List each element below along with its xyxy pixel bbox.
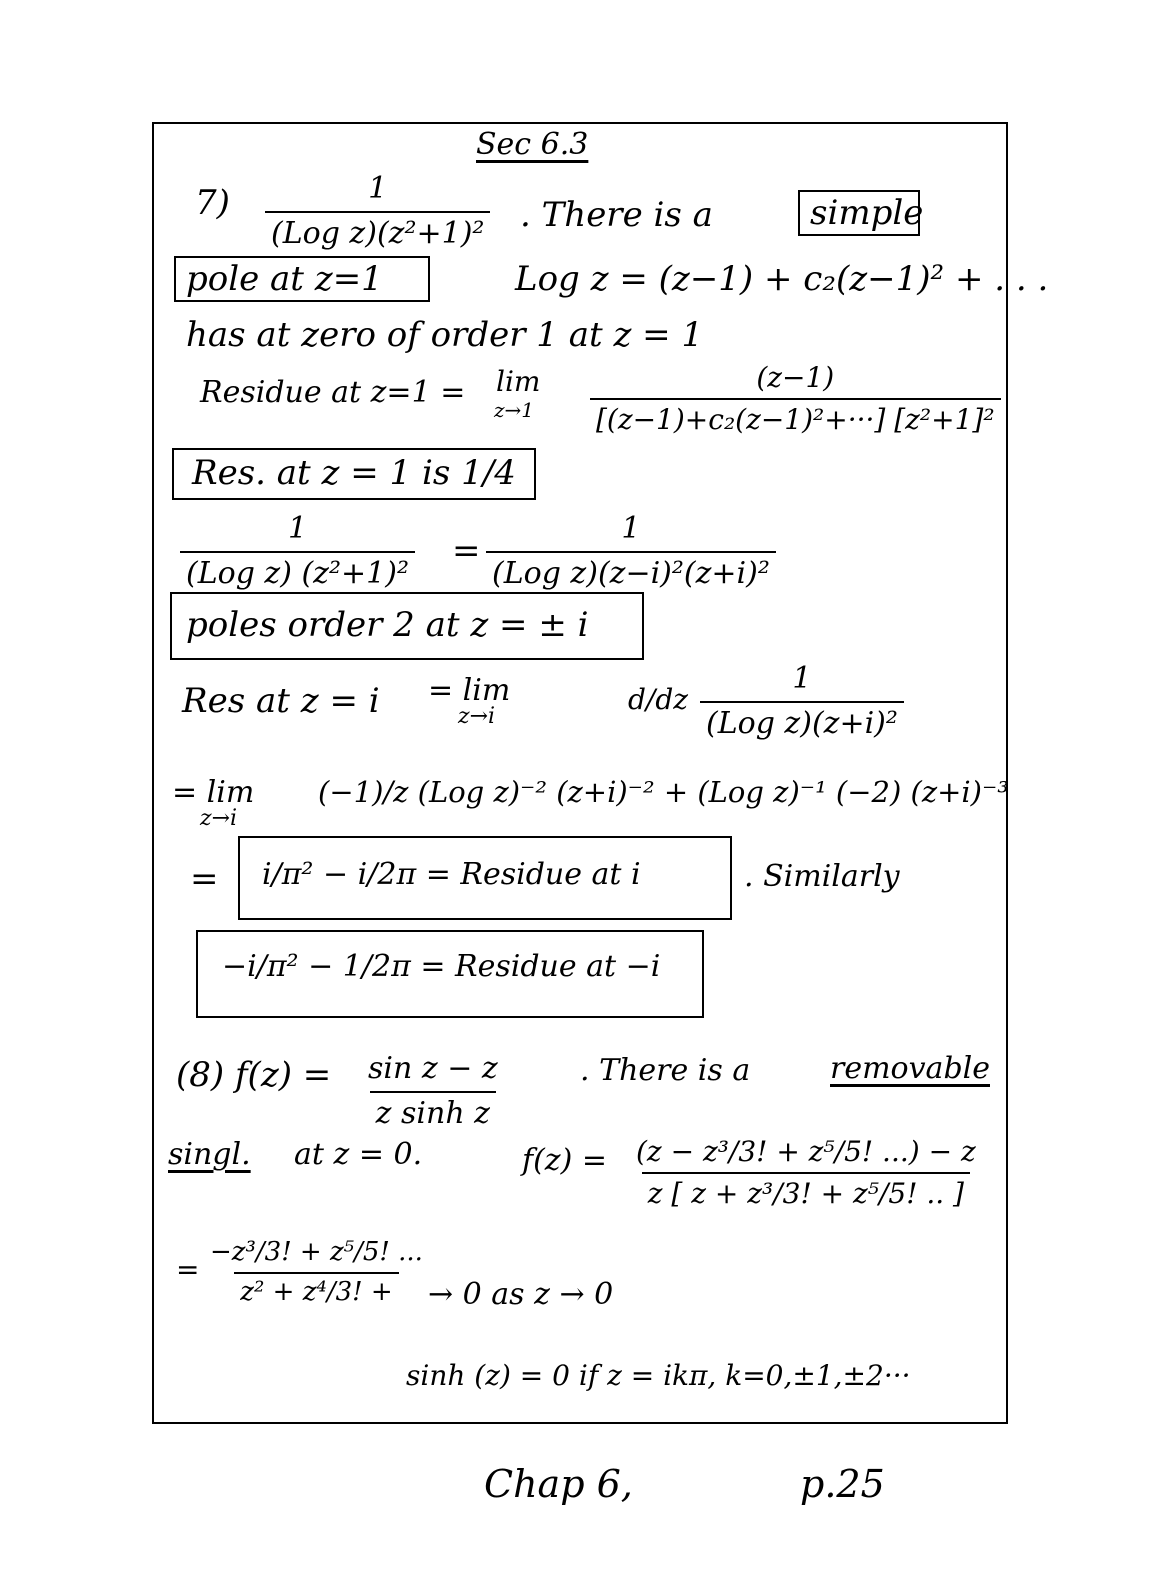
res-at-i-fraction: [700, 662, 904, 741]
f-fraction: [362, 1052, 504, 1131]
p7-expr-denominator: (Log z)(z²+1)²: [265, 211, 490, 252]
residue-fraction: [590, 362, 1001, 436]
fz-numerator: (z − z³/3! + z⁵/5! ...) − z: [636, 1135, 976, 1168]
d-dz: d/dz: [628, 683, 689, 716]
at-zero: at z = 0.: [294, 1137, 423, 1172]
limit-equals: =: [176, 1253, 200, 1286]
p7-expr-numerator: 1: [368, 171, 388, 206]
problem-7-expression: [265, 172, 490, 251]
deriv-lim: = lim: [172, 775, 255, 810]
rhs-numerator: 1: [621, 511, 641, 546]
lhs-numerator: 1: [287, 511, 308, 546]
deriv-lim-sub: z→i: [200, 806, 238, 831]
simple-word: simple: [810, 193, 924, 233]
fz-denominator: z [ z + z³/3! + z⁵/5! .. ]: [642, 1172, 970, 1210]
removable-word: removable: [830, 1051, 990, 1086]
res-at-i-numerator: 1: [792, 661, 812, 696]
p8-there-is: . There is a: [580, 1053, 751, 1088]
footer-chapter: Chap 6,: [484, 1462, 633, 1506]
limit-arrow: → 0 as z → 0: [428, 1277, 614, 1312]
log-series: Log z = (z−1) + c₂(z−1)² + . . .: [515, 259, 1049, 299]
residue-label: Residue at z=1 =: [200, 375, 466, 410]
derivative-expression: (−1)/z (Log z)⁻² (z+i)⁻² + (Log z)⁻¹ (−2) (z+i)⁻³: [318, 775, 1009, 809]
p7-text-there-is: . There is a: [520, 195, 713, 235]
res-at-1-text: Res. at z = 1 is 1/4: [192, 453, 516, 493]
rhs-fraction: [486, 512, 776, 591]
limit-fraction: [204, 1238, 429, 1308]
sinh-zero-line: sinh (z) = 0 if z = ikπ, k=0,±1,±2···: [406, 1359, 911, 1392]
singl-word: singl.: [168, 1137, 251, 1172]
f-numerator: sin z − z: [368, 1051, 498, 1086]
problem-8-label: (8) f(z) =: [176, 1055, 332, 1095]
equals-sign: =: [452, 531, 481, 571]
residue-numerator: (z−1): [756, 361, 835, 394]
residue-minus-i-text: −i/π² − 1/2π = Residue at −i: [222, 949, 661, 984]
residue-i-text: i/π² − i/2π = Residue at i: [262, 857, 641, 892]
fz-fraction: [630, 1136, 982, 1210]
similarly-text: . Similarly: [744, 859, 900, 894]
res-at-i-lim: = lim: [428, 673, 511, 708]
residue-denominator: [(z−1)+c₂(z−1)²+···] [z²+1]²: [590, 398, 1001, 436]
res-at-i-label: Res at z = i: [182, 681, 380, 721]
rhs-denominator: (Log z)(z−i)²(z+i)²: [486, 551, 776, 592]
residue-lim-sub: z→1: [494, 398, 535, 422]
zero-order-line: has at zero of order 1 at z = 1: [186, 315, 704, 355]
pole-at-1: pole at z=1: [186, 259, 383, 299]
residue-lim: lim: [496, 365, 541, 398]
section-heading: Sec 6.3: [476, 127, 589, 162]
footer-page: p.25: [800, 1462, 885, 1506]
res-at-i-denominator: (Log z)(z+i)²: [700, 701, 904, 742]
lhs-fraction: [180, 512, 415, 591]
f-denominator: z sinh z: [370, 1091, 496, 1132]
res-at-i-lim-sub: z→i: [458, 704, 496, 729]
fz-label: f(z) =: [522, 1143, 607, 1178]
poles-text: poles order 2 at z = ± i: [186, 605, 589, 645]
problem-7-label: 7): [195, 183, 230, 223]
result-equals: =: [190, 859, 219, 899]
limit-denominator: z² + z⁴/3! +: [234, 1272, 398, 1308]
lhs-denominator: (Log z) (z²+1)²: [180, 551, 415, 592]
limit-numerator: −z³/3! + z⁵/5! ...: [210, 1237, 423, 1267]
